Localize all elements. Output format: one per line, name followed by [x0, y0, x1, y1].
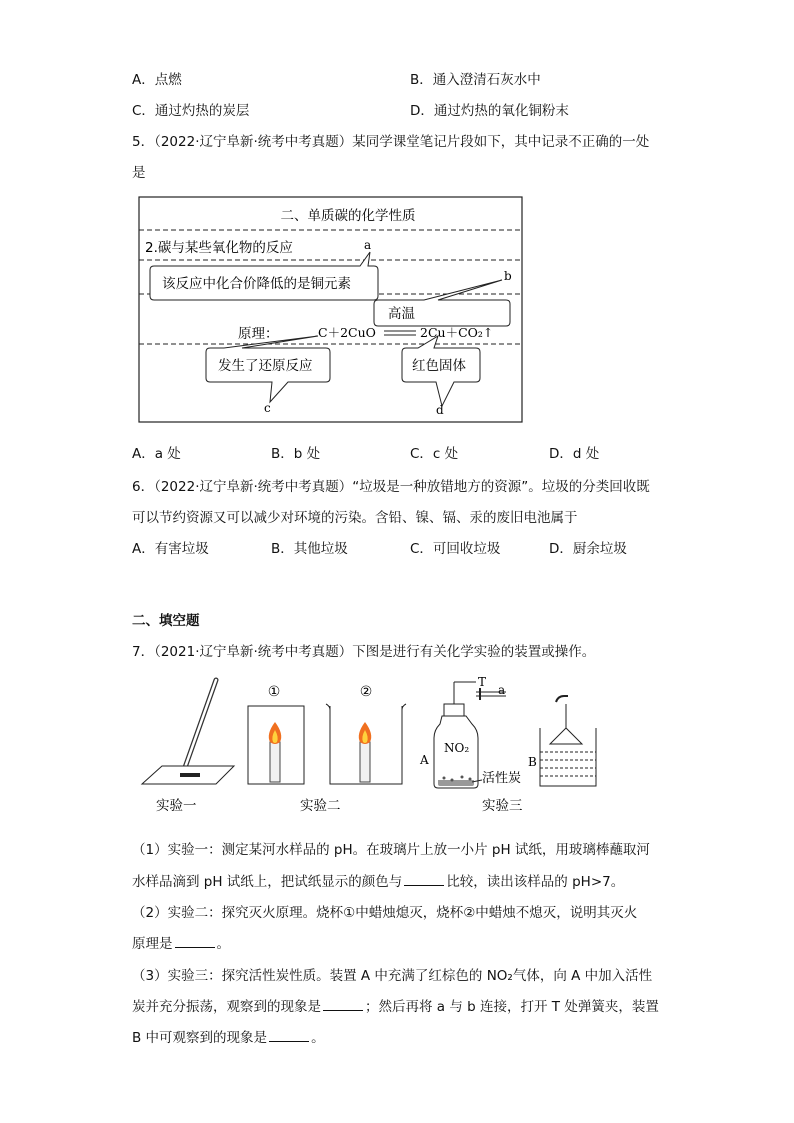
bubble-d-text: 红色固体 [412, 358, 466, 374]
q5-stem-line1: 5．（2022·辽宁阜新·统考中考真题）某同学课堂笔记片段如下，其中记录不正确的一处 [132, 134, 650, 150]
answer-blank-4[interactable] [269, 1029, 309, 1042]
exp2-label: 实验二 [300, 798, 341, 814]
q6-option-b: B．其他垃圾 [271, 541, 348, 557]
note-subheading: 2.碳与某些氧化物的反应 [145, 240, 293, 256]
bubble-a-text: 该反应中化合价降低的是铜元素 [162, 276, 351, 292]
q7-part3-line3: B 中可观察到的现象是 。 [132, 1030, 325, 1046]
q6-stem-line2: 可以节约资源又可以减少对环境的污染。含铅、镍、镉、汞的废旧电池属于 [132, 510, 578, 526]
q7-part2-line1: （2）实验二：探究灭火原理。烧杯①中蜡烛熄灭，烧杯②中蜡烛不熄灭，说明其灭火 [132, 905, 638, 921]
q5-option-d: D．d 处 [549, 446, 600, 462]
answer-blank-2[interactable] [175, 935, 215, 948]
tag-c: c [264, 401, 271, 415]
q6-stem-line1: 6．（2022·辽宁阜新·统考中考真题）“垃圾是一种放错地方的资源”。垃圾的分类回收既 [132, 479, 650, 495]
tag-b: b [504, 269, 512, 283]
label-A: A [420, 753, 429, 767]
label-T: T [478, 675, 487, 689]
q6-option-a: A．有害垃圾 [132, 541, 209, 557]
q4-option-c: C．通过灼热的炭层 [132, 103, 250, 119]
q7-stem: 7．（2021·辽宁阜新·统考中考真题）下图是进行有关化学实验的装置或操作。 [132, 644, 596, 660]
q5-option-a: A．a 处 [132, 446, 181, 462]
q7-part3-line1: （3）实验三：探究活性炭性质。装置 A 中充满了红棕色的 NO₂气体，向 A 中加入活性 [132, 968, 653, 984]
equation-left: C＋2CuO [318, 325, 376, 340]
q5-note-figure [138, 196, 524, 424]
q4-option-b: B．通入澄清石灰水中 [410, 72, 541, 88]
answer-blank-1[interactable] [404, 873, 444, 886]
q7-experiment-figure [136, 672, 606, 820]
q6-option-c: C．可回收垃圾 [410, 541, 501, 557]
beaker1-label: ① [267, 684, 281, 700]
q6-option-d: D．厨余垃圾 [549, 541, 627, 557]
glass-slide-icon [142, 766, 234, 784]
beaker-2-icon [326, 704, 406, 784]
exp3-label: 实验三 [482, 798, 523, 814]
label-B: B [528, 755, 537, 769]
gas-no2-label: NO₂ [444, 741, 470, 755]
q4-option-d: D．通过灼热的氧化铜粉末 [410, 103, 569, 119]
bubble-c-text: 发生了还原反应 [218, 358, 313, 374]
equation-right: 2Cu＋CO₂↑ [420, 325, 494, 340]
answer-blank-3[interactable] [323, 998, 363, 1011]
q5-stem-line2: 是 [132, 165, 146, 181]
q7-part1-line1: （1）实验一：测定某河水样品的 pH。在玻璃片上放一小片 pH 试纸，用玻璃棒蘸取河 [132, 842, 650, 858]
principle-label: 原理： [238, 326, 279, 342]
tag-d: d [436, 403, 444, 417]
exp1-label: 实验一 [156, 798, 197, 814]
q7-part2-line2: 原理是 。 [132, 936, 230, 952]
beaker-1-icon [248, 706, 304, 784]
bubble-b-text: 高温 [388, 306, 415, 322]
section-heading: 二、填空题 [132, 613, 200, 629]
label-a: a [498, 683, 506, 697]
tag-a: a [364, 238, 372, 252]
q7-part1-line2: 水样品滴到 pH 试纸上，把试纸显示的颜色与 比较，读出该样品的 pH>7。 [132, 874, 625, 890]
q7-part3-line2: 炭并充分振荡，观察到的现象是 ；然后再将 a 与 b 连接，打开 T 处弹簧夹，装置 [132, 999, 659, 1015]
beaker-b-icon [540, 696, 596, 786]
glass-rod-icon [182, 680, 216, 776]
note-heading: 二、单质碳的化学性质 [280, 208, 416, 224]
q5-option-c: C．c 处 [410, 446, 459, 462]
q5-option-b: B．b 处 [271, 446, 321, 462]
carbon-label: 活性炭 [482, 771, 522, 786]
beaker2-label: ② [359, 684, 373, 700]
q4-option-a: A．点燃 [132, 72, 182, 88]
